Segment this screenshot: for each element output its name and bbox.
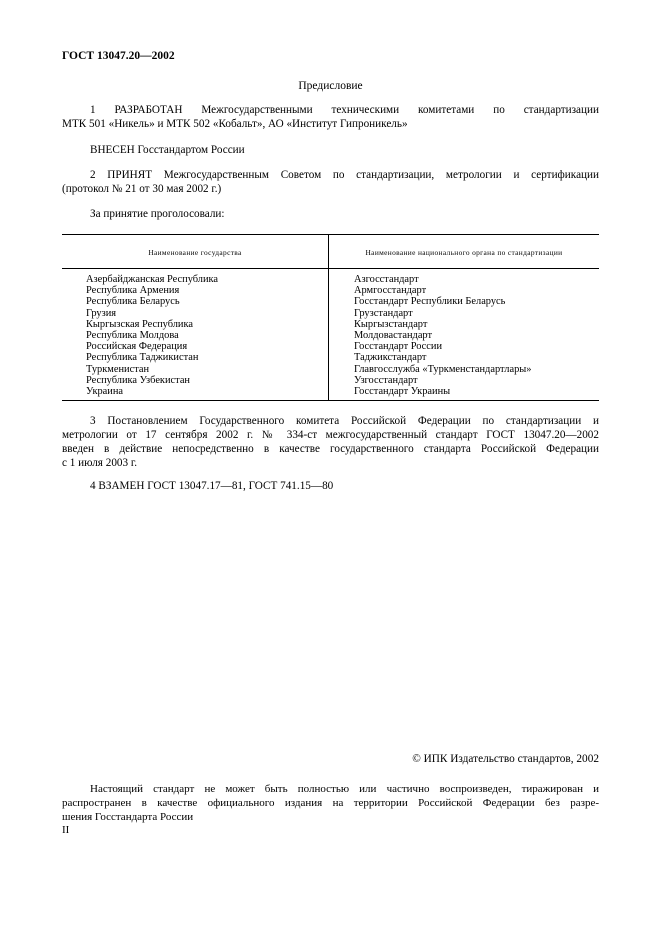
table-cell: Таджикстандарт — [354, 352, 427, 364]
table-header-standards-body: Наименование национального органа по стандартизации — [365, 248, 563, 257]
paragraph-adopted-by — [62, 168, 599, 196]
paragraph-line: метрологии от 17 сентября 2002 г. № 334-ст межгосударственный стандарт ГОСТ 13047.20—2002 — [62, 429, 599, 441]
table-cell: Молдовастандарт — [354, 330, 433, 342]
paragraph-resolution — [62, 414, 599, 470]
table-cell: Армгосстандарт — [354, 285, 427, 297]
table-cell: Главгосслужба «Туркменстандартлары» — [354, 363, 532, 375]
standard-code: ГОСТ 13047.20—2002 — [62, 50, 175, 62]
table-cell: Госстандарт России — [354, 341, 443, 353]
table-cell: Республика Армения — [86, 285, 180, 297]
table-cell: Кыргызская Республика — [86, 318, 193, 330]
page-number: II — [62, 824, 70, 836]
reproduction-notice — [62, 782, 599, 824]
section-title: Предисловие — [298, 80, 363, 92]
paragraph-developed-by — [62, 103, 599, 131]
copyright-line: © ИПК Издательство стандартов, 2002 — [412, 753, 599, 765]
paragraph-line: 2 ПРИНЯТ Межгосударственным Советом по стандартизации, метрологии и сертификации — [90, 169, 599, 181]
paragraph-line: с 1 июля 2003 г. — [62, 457, 138, 469]
table-cell: Госстандарт Украины — [354, 386, 451, 398]
table-cell: Республика Молдова — [86, 330, 179, 342]
standards-bodies-list — [354, 274, 531, 397]
table-cell: Госстандарт Республики Беларусь — [354, 296, 506, 308]
table-header-state: Наименование государства — [148, 248, 242, 257]
paragraph-line: 3 Постановлением Государственного комитета Российской Федерации по стандартизации и — [90, 415, 599, 427]
table-cell: Азербайджанская Республика — [86, 274, 219, 285]
table-header-divider — [62, 268, 599, 269]
voting-table — [62, 234, 599, 401]
paragraph-line: введен в действие непосредственно в качестве государственного стандарта Российской Федерации — [62, 443, 599, 455]
notice-line: шения Госстандарта России — [62, 811, 194, 823]
table-cell: Украина — [86, 386, 124, 398]
paragraph-introduced-by: ВНЕСЕН Госстандартом России — [90, 144, 245, 156]
table-cell: Узгосстандарт — [354, 374, 418, 386]
paragraph-line: (протокол № 21 от 30 мая 2002 г.) — [62, 183, 222, 195]
table-cell: Республика Узбекистан — [86, 374, 190, 386]
notice-line: распространен в качестве официального издания на территории Российской Федерации без разре- — [62, 797, 599, 809]
table-cell: Азгосстандарт — [354, 274, 419, 285]
table-cell: Республика Беларусь — [86, 296, 180, 308]
countries-list — [86, 274, 218, 397]
table-cell: Кыргызстандарт — [354, 318, 428, 330]
table-cell: Грузия — [86, 307, 117, 319]
table-cell: Республика Таджикистан — [86, 352, 199, 364]
table-cell: Грузстандарт — [354, 307, 413, 319]
notice-line: Настоящий стандарт не может быть полностью или частично воспроизведен, тиражирован и — [90, 783, 599, 795]
table-cell: Туркменистан — [86, 363, 150, 375]
table-cell: Российская Федерация — [86, 341, 188, 353]
paragraph-line: МТК 501 «Никель» и МТК 502 «Кобальт», АО «Институт Гипроникель» — [62, 118, 408, 130]
paragraph-replaces: 4 ВЗАМЕН ГОСТ 13047.17—81, ГОСТ 741.15—80 — [90, 480, 334, 492]
paragraph-line: 1 РАЗРАБОТАН Межгосударственными техническими комитетами по стандартизации — [90, 104, 599, 116]
paragraph-voted-for: За принятие проголосовали: — [90, 208, 225, 220]
